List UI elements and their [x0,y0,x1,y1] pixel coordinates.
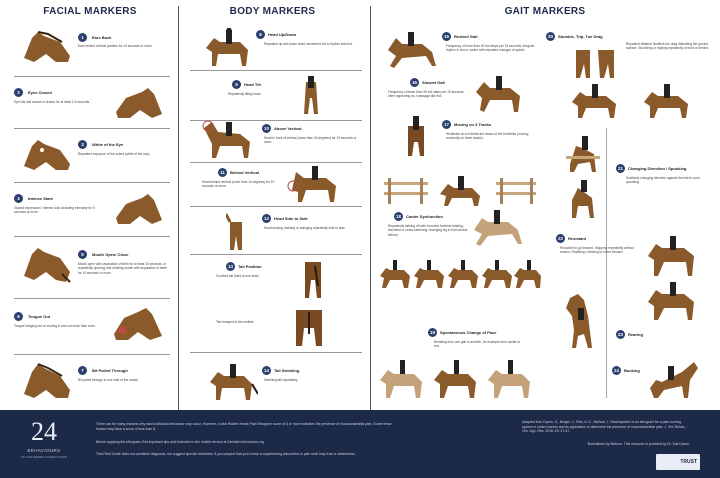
footer-band [0,410,720,478]
marker-description: Repeated up and down head movement not in rhythm with trot. [264,42,353,46]
arena-fence-illustration [380,172,540,208]
horse-head-icon [18,244,74,286]
marker-description: Repeated exposure of the sclera (white of the eye). [78,152,151,156]
marker-number-badge: 12 [263,216,269,221]
row-separator [190,352,362,353]
marker-title: Mouth Open/ Close [92,252,129,257]
row-separator [190,254,362,255]
marker-number-badge: 5 [78,250,87,259]
marker-description: Breaking from one gait to another, for example from canter to trot. [434,340,521,349]
logo-line1: BEHAVIOURS [27,448,61,453]
marker-number-badge: 23 [617,332,623,337]
marker-description: Mouth open with separation of teeth for at least 10 seconds, or repeatedly opening and shutting mouth with separation of teeth for 10 seconds or more. [78,262,167,275]
divider-left [178,6,179,410]
marker-description: Head behind vertical (more than 10 degrees) for 10 seconds or more. [202,180,275,189]
marker-description: Repeatedly striking off with incorrect forelimb leading; disunited or cross-cantering; changing leg in front and/or behind. [388,224,468,237]
marker-title: Behind Vertical [230,170,259,175]
gait-markers-heading: GAIT MARKERS [504,6,586,17]
row-separator [14,182,170,183]
marker-number-badge: 13 [227,264,233,269]
marker-description: Bit pulled through to one side of the mouth. [78,378,139,382]
canter-sequence-illustration [378,258,542,290]
horse-rider-icon [226,212,246,252]
horse-rear-icon [302,256,324,300]
marker-description: Glazed expression / intense look at staring intensely for 5 seconds or more. [14,206,95,215]
marker-number-badge: 2 [14,88,23,97]
horse-rider-icon [300,74,322,116]
horse-head-icon [18,136,74,174]
marker-description: Swishing tail repeatedly. [264,378,299,382]
marker-title: Intense Stare [28,196,54,201]
marker-title: Ears Back [92,35,112,40]
marker-title: Resistant [568,236,587,241]
marker-title: Tail Position [238,264,262,269]
footer-reference: Adapted from Dyson, S., Berger, J., Ellis, A. D., Mullard, J. Development of an ethogram for a pain scoring system in ridden horses and its application to determine the presence of musculoskeletal pain. J. Vet. Behav., Clin. App. Res. 2018; 23: 47-57. [522,420,686,434]
divider-right [370,6,371,410]
logo-number: 24 [31,417,57,446]
body-markers-heading: BODY MARKERS [229,6,316,17]
marker-title: White of the Eye [92,142,124,147]
marker-number-badge: 19 [429,330,435,335]
marker-description: Head in front of vertical (more than 30 degrees) for 10 seconds or more. [264,136,357,145]
marker-title: Head Up/Down [268,32,297,37]
marker-description: Hindlimbs do not follow the tracks of the forelimbs (moving crookedly on three tracks). [446,132,529,141]
gait-change-illustration [378,356,542,400]
facial-markers-heading: FACIAL MARKERS [43,6,137,17]
marker-description: Frequency of fewer than 35 trot steps per 15 seconds, often appearing as a passage-like trot. [388,90,465,99]
marker-title: Changing Direction / Spooking [628,166,687,171]
marker-title: Spontaneous Change of Pace [440,330,497,335]
horse-head-icon [18,360,74,402]
marker-number-badge: 8 [256,30,265,39]
marker-description: Tongue hanging out or moving in and out more than once. [14,324,96,328]
horse-rider-icon [568,84,622,120]
logo-line2: OF THE RIDDEN HORSE IN PAIN [20,455,68,459]
marker-number-badge: 18 [395,214,401,219]
marker-description: Ears behind vertical position for ≥5 seconds or more. [78,44,153,48]
marker-number-badge: 3 [78,140,87,149]
horse-rider-icon [204,360,258,402]
horse-rider-icon [566,134,600,174]
marker-title: Bucking [624,368,640,373]
footer-paragraph-2: Before applying the ethogram, find important tips and footnotes in the mobile version at 24ridden behaviours.org. [96,440,265,444]
marker-title: Rearing [628,332,643,337]
marker-number-badge: 10 [263,126,269,131]
marker-title: Tongue Out [28,314,51,319]
marker-description: Repeatedly tilting head. [228,92,262,96]
row-separator [14,236,170,237]
marker-title: Head Tilt [244,82,261,87]
horse-bucking-icon [646,358,702,400]
marker-number-badge: 22 [557,236,563,241]
footer-paragraph-3: This Field Guide does not constitute diagnosis, but suggest specific treatment. If you suspect that your horse is experiencing discomfort or pain seek help from a veterinarian. [96,452,356,456]
horse-rider-icon [284,164,342,204]
marker-title: Bit Pulled Through [92,368,128,373]
horse-rider-icon [470,208,526,248]
horse-head-icon [112,190,168,228]
marker-title: Tail Swishing [274,368,300,373]
horse-rider-icon [384,30,438,70]
marker-description: Reluctant to go forward. Stopping repeatedly without reason. Resisting / refusing to move forward. [560,246,635,255]
horse-head-icon [112,84,168,122]
marker-number-badge: 7 [78,366,87,375]
horse-rider-icon [470,74,526,114]
marker-number-badge: 9 [232,80,241,89]
marker-description: Eye lids half closed or closed for at least 2-5 seconds. [14,100,91,104]
horse-rider-icon [200,28,254,68]
horse-rider-icon [644,282,702,322]
marker-title: Stumble, Trip, Toe Drag [558,34,603,39]
marker-description: Frequency of more than 40 trot steps per 15 seconds; irregular rhythm in trot or canter with repeated changes of speed. [446,44,535,53]
row-separator [190,162,362,163]
horse-rear-icon [574,44,618,80]
horse-rear-icon [292,304,326,348]
marker-number-badge: 1 [78,33,87,42]
marker-description: Repeated bilateral hindlimb toe drag disturbing the ground surface. Stumbling or tripping repeatedly in front or behind. [626,42,709,51]
marker-number-badge: 16 [411,80,417,85]
marker-number-badge: 20 [547,34,553,39]
trust-logo [656,454,700,470]
marker-description: Tail clamped to the midline. [216,320,255,324]
row-separator [14,76,170,77]
marker-number-badge: 24 [613,368,619,373]
marker-title: Moving on 3 Tracks [454,122,492,127]
horse-rider-icon [640,84,694,120]
brand-logo [14,418,74,470]
gait-inner-divider [606,128,607,398]
marker-title: Above Vertical [274,126,302,131]
footer-credit: Illustrations by Woburn. This resource is provided by Dr. Sue Dyson. [587,442,690,446]
marker-title: Eyes Closed [28,90,52,95]
horse-rider-icon [200,118,256,160]
horse-rider-icon [644,234,702,278]
row-separator [190,206,362,207]
row-separator [190,70,362,71]
marker-number-badge: 11 [218,168,227,177]
horse-head-icon [18,28,74,66]
horse-head-icon [108,304,168,344]
marker-number-badge: 6 [14,312,23,321]
footer-paragraph-1: There can be many reasons why each individual behaviour may occur. However, a total Ridden Horse Pain Ethogram score of 8 or more indicates the presence of musculoskeletal pain. Some tense horses may have a score of less than 8. [96,422,392,431]
marker-title: Head Side to Side [274,216,308,221]
marker-number-badge: 14 [263,368,269,373]
marker-number-badge: 17 [443,122,449,127]
trust-logo-text: TRUST [680,459,697,465]
row-separator [14,128,170,129]
row-separator [14,354,170,355]
marker-number-badge: 4 [14,194,23,203]
marker-description: Head tossing, twisting or swinging repeatedly side to side. [264,226,346,230]
marker-description: Crooked tail (held to one side). [216,274,260,278]
horse-rider-icon [566,180,600,220]
marker-description: Suddenly changing direction against the rider's cues; spooking. [626,176,701,185]
horse-rearing-icon [562,292,598,350]
horse-rider-rear-icon [404,116,428,158]
marker-number-badge: 15 [443,34,449,39]
marker-title: Rushed Gait [454,34,478,39]
marker-title: Slowed Gait [422,80,445,85]
row-separator [14,298,170,299]
marker-number-badge: 21 [617,166,623,171]
marker-title: Canter Dysfunction [406,214,443,219]
